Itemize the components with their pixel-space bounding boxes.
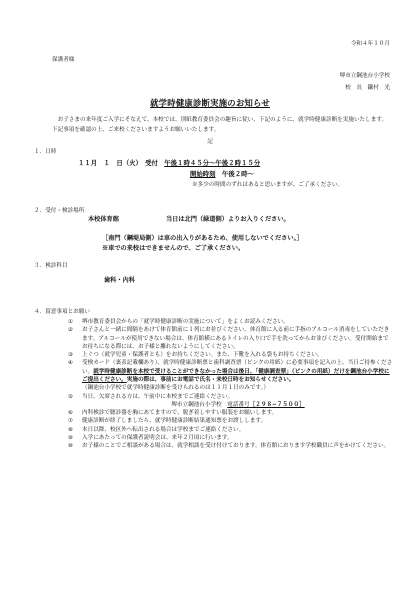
note-item-6 [68,409,394,417]
gate-instruction: 当日は北門（緑道側）よりお入りください。 [166,216,290,223]
gate-warning [102,234,303,254]
exam-date: １１月 １ 日（火） [78,159,139,167]
note-item-2 [68,326,394,351]
schedule-date-line [78,159,260,167]
venue-line [88,216,290,224]
principal-name: 鎌村 光 [367,85,390,91]
note-make-up-exam: 就学時健康診断を本校で受けることができなかった場合は後日、「健康調査票」（ピンクの用紙）だけを鋼池台小学校にご提出ください。 [82,368,390,384]
note-number: ④ [68,360,74,367]
note-only-date: （鋼池台小学校で就学時健康診断を受けられるのは１１月１日のみです。） [82,385,269,392]
note-text: 上ぐつ（就学児童・保護者とも）をお持ちください。また、下靴を入れる袋もお持ちください。 [82,352,323,359]
contact-school: 堺市立鋼池台小学校 [171,401,222,408]
principal-title: 校 長 [345,85,362,91]
document-title: 就学時健康診断実施のお知らせ [150,98,270,108]
start-time: 午後２時〜 [221,170,254,178]
south-gate-warning: ［南門（鋼堤局側）は車の出入りがあるため、使用しないでください。］ [102,235,303,242]
start-time-line [190,170,254,178]
note-phone-request: 実施の際は、事前にお電話で氏名・来校日時をお知らせください。 [126,377,295,384]
note-number: ⑤ [68,393,74,400]
note-text: お子様のことでご相談がある場合は、就学相談を受け付けております。体育館におります学校職員に声をかけてください。 [82,443,390,450]
section-subjects-heading: ３．検診科目 [34,263,68,269]
note-number: ② [68,327,74,334]
venue-name: 本校体育館 [88,216,119,223]
note-item-1 [68,318,394,326]
contact-line [68,401,394,409]
note-text: 本日以降、校区外へ転出される場合は学校までご連絡ください。 [82,426,245,433]
note-item-3 [68,351,394,359]
note-item-4 [68,359,394,392]
sender-school: 堺市立鋼池台小学校 [339,73,390,79]
note-text: 当日、欠席される方は、午前中に本校までご連絡ください。 [82,393,234,400]
note-text: 受検カード（裏表記載欄あり）、就学時健康診断票と歯科調査票（ピンクの用紙）に必要事項を記入の上、当日ご持参ください。 [82,360,393,375]
phone-label: 電話番号 [227,401,250,408]
note-number: ① [68,319,74,325]
note-text: 内科検診で聴診器を胸にあてますので、脱ぎ着しやすい服装をお願いします。 [82,410,278,417]
notes-list [68,318,394,451]
note-number: ⑩ [68,443,74,450]
note-text: 入学にあたっての保護者説明会は、来年２月頃に行います。 [82,435,233,442]
note-number: ⑧ [68,426,74,433]
section-datetime-heading: １．日時 [34,149,57,155]
exam-subjects: 歯科・内科 [104,277,135,284]
note-item-9 [68,434,394,442]
addressee: 保護者様 [52,57,75,63]
reception-time: 午後１時４５分〜午後２時１５分 [164,159,261,167]
no-car-warning: ※車での来校はできませんので、ご了承ください。 [102,245,245,252]
note-text: 堺市教育委員会からの「就学時健康診断の実施について」をよくお読みください。 [82,319,289,325]
note-item-7 [68,417,394,425]
schedule-note: ※多少の時間のずれはあると思いますが、ご了承ください。 [192,182,344,188]
section-notes-heading: ４．留意事項とお願い [34,309,90,315]
note-number: ⑦ [68,418,74,425]
note-item-10 [68,442,394,450]
issue-date: 令和４年１０月 [350,41,390,47]
note-number: ⑨ [68,435,74,442]
section-venue-heading: ２．受付・検診場所 [34,208,85,214]
sender-principal [345,84,390,92]
intro-paragraph: お子さまの来年度ご入学にそなえて、本校では、別紙教育委員会の趣旨に従い、下記のように、就学時健康診断を実施いたします。下記事項を確認の上、ご来校くださいますようお願いいたします。 [52,117,388,133]
ki-marker: 記 [207,139,213,145]
note-number: ③ [68,352,74,359]
phone-number: ［２９８−７５００］ [249,401,305,408]
start-label: 開始時刻 [190,170,216,178]
reception-label: 受付 [145,159,158,167]
note-text: 健康診断が終了しましたら、就学時健康診断結果通知票をお渡しします。 [82,418,267,425]
note-number: ⑥ [68,410,74,417]
note-item-8 [68,426,394,434]
note-text: お子さんと一緒に間隔をあけて体育館前に１列にお並びください。体育館に入る前に手指のアルコール消毒をしていただきます。アルコールが使用できない場合は、体育館横にあるトイレの入り口で手を洗ってからお並びください。受付開始までお待ちになる際には、お子様と離れないようにしてください。 [82,327,390,350]
note-item-5 [68,393,394,401]
